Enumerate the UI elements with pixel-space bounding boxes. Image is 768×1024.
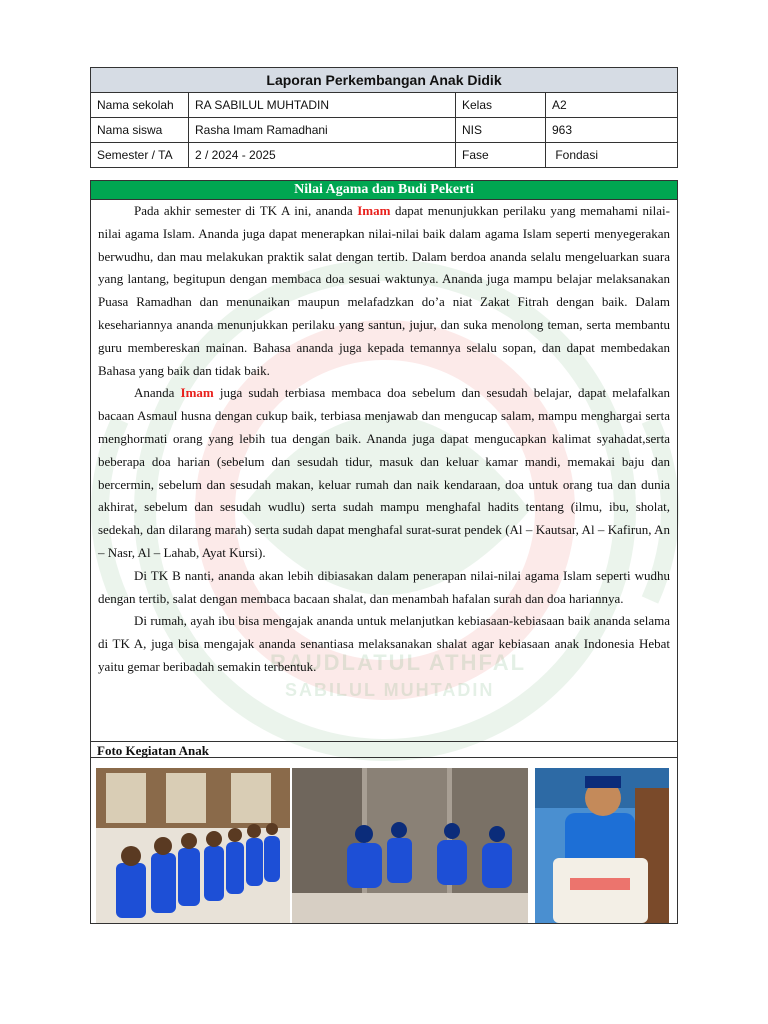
activity-photos: [96, 768, 670, 924]
p2-text-a: Ananda: [134, 385, 181, 401]
photo-section-label: Foto Kegiatan Anak: [91, 741, 677, 758]
paragraph-1: [98, 200, 670, 382]
watermark-text-1: RAUDLATUL ATHFAL: [270, 650, 527, 675]
section-title: Nilai Agama dan Budi Pekerti: [91, 181, 677, 200]
paragraph-4: Di rumah, ayah ibu bisa mengajak ananda untuk melanjutkan kebiasaan-kebiasaan baik ananda selama di TK A, juga bisa mengajak ananda senantiasa melaksanakan shalat agar kebiasaan anak Indonesia Hebat yaitu gemar beribadah semakin terbentuk.: [98, 613, 670, 674]
value-school: RA SABILUL MUHTADIN: [189, 93, 456, 118]
value-nis: 963: [546, 118, 678, 143]
section-body: [91, 200, 677, 679]
p1-text-a: Pada akhir semester di TK A ini, ananda: [134, 203, 358, 218]
student-info-table: [90, 67, 678, 168]
label-nis: NIS: [456, 118, 546, 143]
value-phase: Fondasi: [546, 143, 678, 168]
report-title: Laporan Perkembangan Anak Didik: [91, 68, 678, 93]
value-class: A2: [546, 93, 678, 118]
label-class: Kelas: [456, 93, 546, 118]
student-name-highlight: Imam: [357, 203, 391, 218]
p1-text-b: dapat menunjukkan perilaku yang memahami nilai-nilai agama Islam. Ananda juga dapat menerapkan nilai-nilai baik dalam agama Islam seperti menyegerakan berwudhu, dan mau melakukan praktik salat dengan tertib. Dalam berdoa ananda selalu mengeluarkan suara yang lantang, begitupun dengan membaca doa sesuai waktunya. Ananda juga mampu belajar melaksanakan Puasa Ramadhan dan menunaikan maupun melafadzkan do’a niat Zakat Fitrah dengan baik. Dalam kesehariannya ananda menunjukkan perilaku yang santun, jujur, dan suka menolong teman, serta membantu guru membereskan mainan. Bahasa ananda juga kepada temannya selalu sopan, dan dapat membedakan Bahasa yang baik dan tidak baik.: [98, 203, 670, 378]
value-student: Rasha Imam Ramadhani: [189, 118, 456, 143]
paragraph-3: Di TK B nanti, ananda akan lebih dibiasakan dalam penerapan nilai-nilai agama Islam seperti wudhu dengan tertib, salat dengan membaca bacaan shalat, dan menambah hafalan surah dan doa hariannya.: [98, 567, 670, 606]
photo-child-holding-rice-sack: [535, 768, 669, 923]
photo-children-wudhu: [292, 768, 528, 923]
label-student: Nama siswa: [91, 118, 189, 143]
label-phase: Fase: [456, 143, 546, 168]
paragraph-2: [98, 382, 670, 564]
label-school: Nama sekolah: [91, 93, 189, 118]
p2-text-b: juga sudah terbiasa membaca doa sebelum dan sesudah belajar, dapat melafalkan bacaan Asmaul husna dengan cukup baik, terbiasa menjawab dan mengucap salam, mampu menghargai serta menghormati orang yang lebih tua dengan baik. Ananda juga dapat mengucapkan kalimat syahadat,serta beberapa doa harian (sebelum dan sesudah tidur, masuk dan keluar kamar mandi, memakai baju dan bercermin, sebelum dan sesudah makan, keluar rumah dan naik kendaraan, doa untuk orang tua dan dunia akhirat, sebelum dan sesudah wudlu) serta sudah mampu menghafal hadits tentang (ilmu, ibu, sholat, sedekah, dan dilarang marah) serta sudah dapat menghafal surat-surat pendek (Al – Kautsar, Al – Kafirun, An – Nasr, Al – Lahab, Ayat Kursi).: [98, 385, 670, 560]
student-name-highlight: Imam: [180, 385, 214, 401]
value-semester: 2 / 2024 - 2025: [189, 143, 456, 168]
watermark-text-2: SABILUL MUHTADIN: [285, 680, 495, 700]
label-semester: Semester / TA: [91, 143, 189, 168]
religion-values-section: [90, 180, 678, 924]
photo-children-praying-line: [96, 768, 290, 923]
